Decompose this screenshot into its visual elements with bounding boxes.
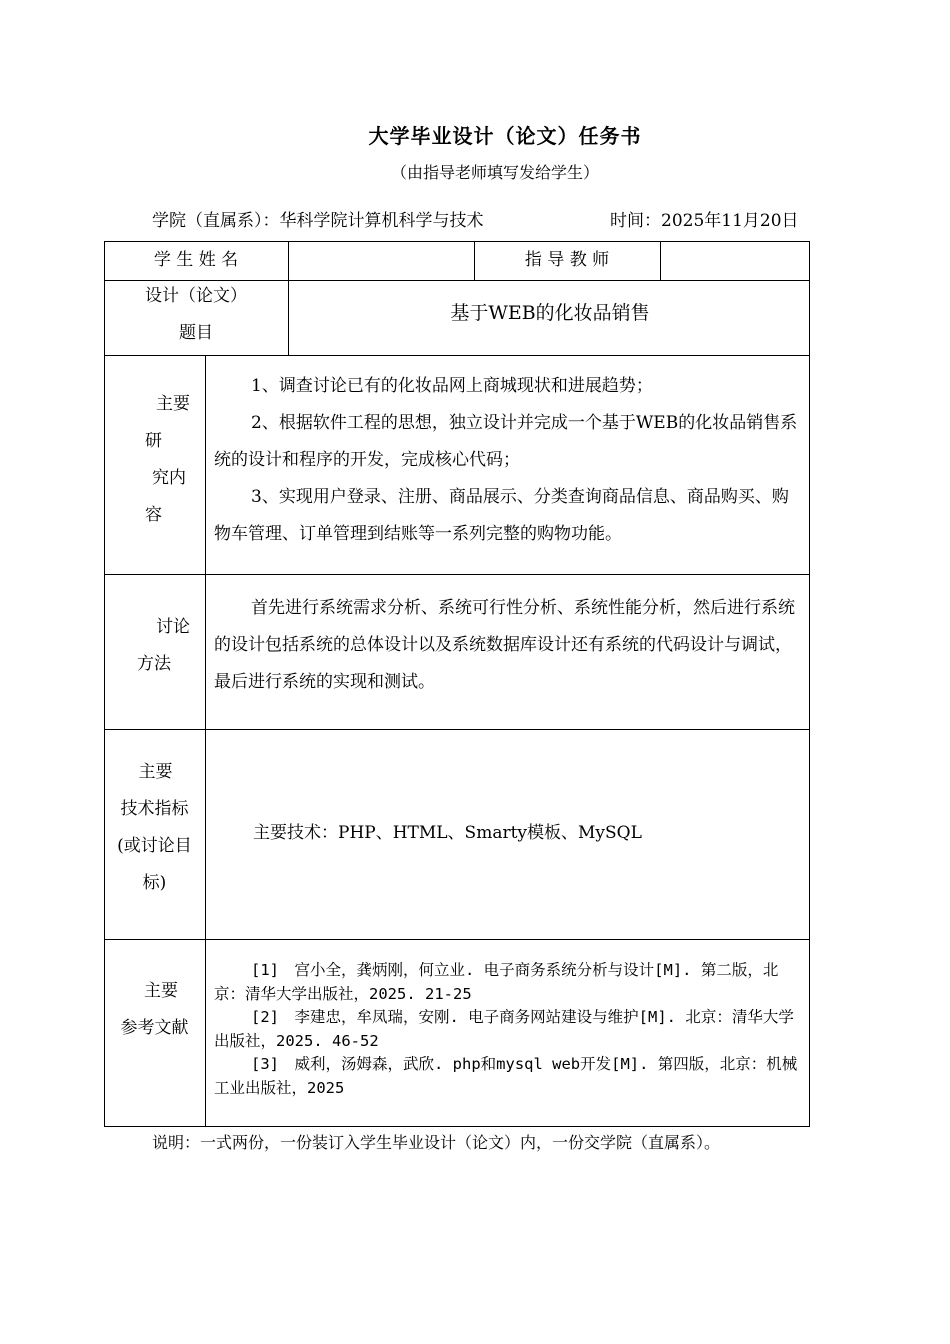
method-label-line: 方法: [137, 654, 171, 674]
research-content: [214, 368, 804, 553]
references-label-line: 参考文献: [120, 1018, 189, 1038]
method-label: [104, 609, 205, 683]
tech-label-line: 标): [142, 873, 167, 893]
row-divider: [104, 939, 810, 940]
research-label-line: 容: [145, 505, 162, 525]
tech-label: [104, 754, 205, 902]
method-label-line: 讨论: [156, 617, 190, 637]
college-line: 学院（直属系）：华科学院计算机科学与技术: [152, 211, 484, 231]
col-divider: [660, 241, 661, 280]
references-label: [104, 973, 205, 1047]
tech-label-line: 主要: [138, 762, 173, 782]
row-divider: [104, 355, 810, 356]
research-label-line: 研: [145, 431, 162, 451]
research-item: 3、实现用户登录、注册、商品展示、分类查询商品信息、商品购买、购物车管理、订单管理到结账等一系列完整的购物功能。: [214, 487, 789, 544]
research-label-line: 究内: [152, 468, 186, 488]
footer-note: 说明：一式两份，一份装订入学生毕业设计（论文）内，一份交学院（直属系）。: [152, 1133, 721, 1152]
method-content: 首先进行系统需求分析、系统可行性分析、系统性能分析，然后进行系统的设计包括系统的总体设计以及系统数据库设计还有系统的代码设计与调试，最后进行系统的实现和测试。: [214, 598, 795, 692]
tech-label-line: 技术指标: [120, 799, 189, 819]
reference-item: [3] 威利，汤姆森，武欣. php和mysql web开发[M]. 第四版，北京：机械工业出版社，2025: [214, 1055, 798, 1097]
topic-label-line2: 题目: [179, 323, 213, 343]
student-name-label: 学 生 姓 名: [153, 250, 239, 270]
tech-content: 主要技术：PHP、HTML、Smarty模板、MySQL: [253, 823, 642, 843]
col-divider: [288, 241, 289, 355]
row-divider: [104, 729, 810, 730]
page-subtitle: （由指导老师填写发给学生）: [390, 163, 599, 182]
research-item: 1、调查讨论已有的化妆品网上商城现状和进展趋势；: [251, 376, 653, 396]
topic-label-line1: 设计（论文）: [145, 286, 247, 306]
reference-item: [2] 李建忠，牟凤瑞，安刚. 电子商务网站建设与维护[M]. 北京：清华大学出版社，2025. 46-52: [214, 1008, 794, 1050]
reference-item: [1] 宫小全，龚炳刚，何立业. 电子商务系统分析与设计[M]. 第二版，北京：清华大学出版社，2025. 21-25: [214, 961, 779, 1003]
row-divider: [104, 574, 810, 575]
references-label-line: 主要: [144, 981, 178, 1001]
col-divider: [205, 355, 206, 1127]
references-list: [214, 959, 804, 1100]
advisor-label: 指 导 教 师: [524, 250, 610, 270]
research-item: 2、根据软件工程的思想，独立设计并完成一个基于WEB的化妆品销售系统的设计和程序的开发，完成核心代码；: [214, 413, 798, 470]
research-label-line: 主要: [156, 394, 190, 414]
page-title: 大学毕业设计（论文）任务书: [368, 124, 642, 148]
research-label: [104, 386, 205, 534]
tech-label-line: (或讨论目: [117, 836, 192, 856]
topic-value: 基于WEB的化妆品销售: [450, 302, 650, 324]
date-line: 时间：2025年11月20日: [610, 211, 799, 231]
